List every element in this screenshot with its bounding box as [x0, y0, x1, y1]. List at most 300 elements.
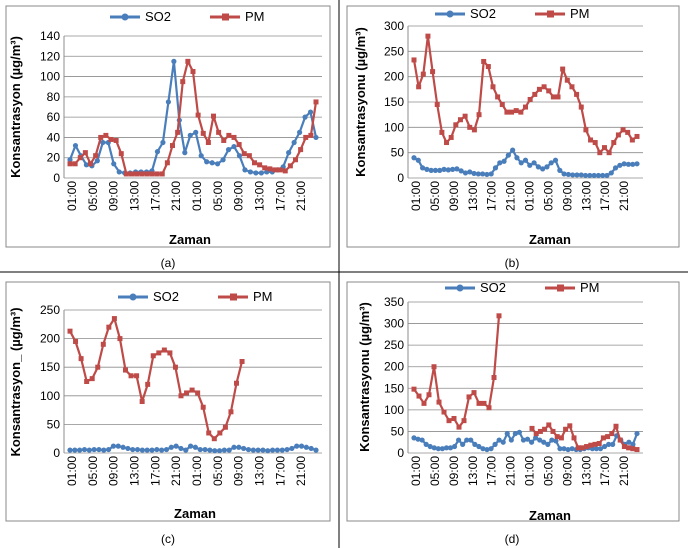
- data-point-pm: [559, 435, 564, 440]
- y-tick-label: 0: [53, 446, 60, 460]
- data-point-pm: [614, 424, 619, 429]
- x-tick-label: 21:00: [294, 456, 309, 487]
- x-tick-label: 21:00: [617, 456, 632, 487]
- data-point-pm: [201, 405, 206, 410]
- data-point-pm: [432, 364, 437, 369]
- data-point-so2: [553, 158, 558, 163]
- x-tick-label: 17:00: [598, 456, 613, 487]
- chart-panel-2: [347, 6, 679, 247]
- data-point-so2: [160, 140, 165, 145]
- data-point-pm: [175, 130, 180, 135]
- legend-marker-so2: [457, 285, 464, 292]
- data-point-pm: [518, 110, 523, 115]
- data-point-pm: [583, 127, 588, 132]
- data-point-pm: [597, 150, 602, 155]
- data-point-pm: [477, 401, 482, 406]
- x-tick-label: 05:00: [85, 181, 100, 212]
- data-point-so2: [501, 440, 506, 445]
- data-point-pm: [314, 99, 319, 104]
- data-point-so2: [610, 442, 615, 447]
- data-point-pm: [523, 105, 528, 110]
- data-point-so2: [207, 448, 212, 453]
- x-tick-label: 09:00: [446, 181, 461, 212]
- x-tick-label: 13:00: [579, 456, 594, 487]
- x-axis-title: Zaman: [169, 232, 211, 247]
- data-point-so2: [171, 59, 176, 64]
- data-point-so2: [125, 446, 130, 451]
- series-line-pm: [70, 319, 242, 439]
- x-tick-label: 05:00: [541, 181, 556, 212]
- data-point-so2: [154, 447, 159, 452]
- y-tick-label: 300: [383, 19, 404, 33]
- x-tick-label: 17:00: [273, 181, 288, 212]
- x-tick-label: 01:00: [65, 456, 79, 487]
- data-point-so2: [489, 171, 494, 176]
- x-tick-label: 13:00: [252, 456, 267, 487]
- data-point-so2: [292, 140, 297, 145]
- data-point-so2: [120, 445, 125, 450]
- data-point-pm: [144, 171, 149, 176]
- data-point-pm: [73, 161, 78, 166]
- data-point-pm: [504, 110, 509, 115]
- data-point-pm: [179, 393, 184, 398]
- chart-panel-4: [347, 280, 679, 523]
- data-point-pm: [98, 135, 103, 140]
- data-point-pm: [216, 130, 221, 135]
- data-point-pm: [112, 316, 117, 321]
- data-point-pm: [556, 94, 561, 99]
- y-tick-label: 150: [383, 95, 404, 109]
- data-point-pm: [73, 339, 78, 344]
- data-point-pm: [134, 171, 139, 176]
- panel-caption-b: (b): [504, 256, 520, 270]
- data-point-pm: [602, 145, 607, 150]
- data-point-pm: [240, 359, 245, 364]
- x-tick-label: 21:00: [503, 181, 518, 212]
- y-tick-label: 60: [46, 110, 60, 125]
- x-tick-label: 17:00: [148, 181, 163, 212]
- data-point-pm: [437, 400, 442, 405]
- data-point-pm: [165, 160, 170, 165]
- data-point-pm: [103, 133, 108, 138]
- data-point-pm: [273, 167, 278, 172]
- data-point-pm: [579, 105, 584, 110]
- data-point-so2: [529, 440, 534, 445]
- x-tick-label: 13:00: [127, 181, 142, 212]
- data-point-pm: [119, 151, 124, 156]
- data-point-pm: [228, 409, 233, 414]
- data-point-so2: [299, 444, 304, 449]
- data-point-so2: [101, 448, 106, 453]
- x-tick-label: 21:00: [503, 456, 518, 487]
- data-point-so2: [259, 170, 264, 175]
- x-tick-label: 21:00: [169, 181, 184, 212]
- data-point-pm: [173, 365, 178, 370]
- x-tick-label: 09:00: [231, 456, 246, 487]
- data-point-so2: [237, 153, 242, 158]
- data-point-pm: [206, 430, 211, 435]
- x-tick-label: 09:00: [106, 181, 121, 212]
- data-point-so2: [270, 448, 275, 453]
- data-point-so2: [215, 161, 220, 166]
- x-tick-label: 05:00: [85, 456, 100, 487]
- data-point-pm: [514, 108, 519, 113]
- data-point-pm: [442, 410, 447, 415]
- data-point-pm: [467, 125, 472, 130]
- data-point-so2: [304, 445, 309, 450]
- data-point-pm: [242, 151, 247, 156]
- data-point-pm: [293, 157, 298, 162]
- data-point-pm: [298, 147, 303, 152]
- y-tick-label: 150: [39, 360, 60, 375]
- data-point-so2: [308, 109, 313, 114]
- data-point-so2: [193, 445, 198, 450]
- data-point-pm: [472, 390, 477, 395]
- data-point-pm: [439, 130, 444, 135]
- data-point-so2: [72, 448, 77, 453]
- data-point-pm: [68, 161, 73, 166]
- x-tick-label: 01:00: [409, 181, 423, 212]
- data-point-so2: [280, 448, 285, 453]
- data-point-pm: [607, 150, 612, 155]
- data-point-so2: [265, 448, 270, 453]
- data-point-pm: [79, 356, 84, 361]
- data-point-pm: [191, 69, 196, 74]
- data-point-pm: [630, 138, 635, 143]
- y-tick-label: 0: [397, 446, 404, 460]
- x-axis-title: Zaman: [174, 506, 216, 521]
- data-point-pm: [463, 114, 468, 119]
- x-tick-label: 01:00: [522, 181, 537, 212]
- data-point-so2: [309, 446, 314, 451]
- x-tick-label: 17:00: [148, 456, 163, 487]
- data-point-pm: [129, 171, 134, 176]
- data-point-so2: [210, 160, 215, 165]
- data-point-so2: [313, 448, 318, 453]
- y-tick-label: 250: [383, 44, 404, 59]
- data-point-so2: [155, 149, 160, 154]
- y-axis-title: Konsantrasyon_ (µg/m³): [8, 307, 23, 457]
- data-point-so2: [116, 444, 121, 449]
- data-point-pm: [83, 150, 88, 155]
- data-point-pm: [497, 313, 502, 318]
- data-point-so2: [510, 148, 515, 153]
- data-point-pm: [635, 447, 640, 452]
- legend-marker-pm: [557, 285, 564, 292]
- data-point-so2: [468, 437, 473, 442]
- data-point-pm: [283, 168, 288, 173]
- data-point-so2: [117, 169, 122, 174]
- x-tick-label: 17:00: [273, 456, 288, 487]
- y-axis-title: Konsantrasyonu (µg/m³): [353, 27, 368, 177]
- legend-label-so2: SO2: [470, 6, 497, 21]
- data-point-so2: [493, 165, 498, 170]
- data-point-so2: [275, 448, 280, 453]
- data-point-pm: [546, 88, 551, 93]
- data-point-pm: [93, 153, 98, 158]
- legend-marker-so2: [447, 11, 454, 18]
- data-point-so2: [460, 442, 465, 447]
- data-point-so2: [544, 164, 549, 169]
- data-point-pm: [618, 438, 623, 443]
- x-tick-label: 05:00: [541, 456, 556, 487]
- data-point-pm: [123, 368, 128, 373]
- data-point-pm: [569, 84, 574, 89]
- y-tick-label: 100: [39, 69, 60, 84]
- data-point-pm: [447, 418, 452, 423]
- legend: [110, 9, 265, 24]
- data-point-pm: [453, 122, 458, 127]
- data-point-pm: [593, 140, 598, 145]
- data-point-pm: [88, 161, 93, 166]
- data-point-pm: [477, 112, 482, 117]
- data-point-pm: [551, 429, 556, 434]
- data-point-pm: [211, 114, 216, 119]
- data-point-pm: [84, 379, 89, 384]
- legend-label-pm: PM: [580, 280, 600, 295]
- data-point-so2: [159, 448, 164, 453]
- y-tick-label: 20: [46, 150, 60, 165]
- data-point-so2: [212, 448, 217, 453]
- data-point-pm: [221, 138, 226, 143]
- data-point-pm: [185, 59, 190, 64]
- data-point-pm: [150, 171, 155, 176]
- data-point-so2: [302, 115, 307, 120]
- data-point-pm: [234, 381, 239, 386]
- legend: [435, 6, 590, 21]
- x-tick-label: 01:00: [65, 181, 79, 212]
- y-tick-label: 200: [383, 69, 404, 84]
- data-point-so2: [242, 167, 247, 172]
- data-point-pm: [247, 153, 252, 158]
- data-point-so2: [297, 130, 302, 135]
- legend-label-pm: PM: [570, 6, 590, 21]
- chart-panel-3: [6, 282, 330, 521]
- data-point-pm: [237, 142, 242, 147]
- data-point-pm: [223, 425, 228, 430]
- x-tick-label: 21:00: [169, 456, 184, 487]
- data-point-pm: [427, 392, 432, 397]
- data-point-so2: [193, 130, 198, 135]
- data-point-so2: [509, 437, 514, 442]
- data-point-so2: [492, 442, 497, 447]
- data-point-pm: [560, 67, 565, 72]
- data-point-pm: [101, 342, 106, 347]
- data-point-pm: [444, 140, 449, 145]
- data-point-so2: [135, 447, 140, 452]
- data-point-pm: [567, 423, 572, 428]
- chart-panel-1: [6, 6, 330, 247]
- data-point-so2: [226, 147, 231, 152]
- y-tick-label: 350: [383, 295, 404, 309]
- y-tick-label: 100: [383, 402, 404, 417]
- y-tick-label: 40: [46, 130, 60, 145]
- y-tick-label: 0: [397, 171, 404, 185]
- data-point-pm: [190, 388, 195, 393]
- data-point-so2: [188, 133, 193, 138]
- x-tick-label: 17:00: [484, 180, 499, 212]
- data-point-so2: [452, 444, 457, 449]
- data-point-so2: [204, 159, 209, 164]
- data-point-so2: [182, 150, 187, 155]
- data-point-pm: [226, 133, 231, 138]
- data-point-so2: [183, 448, 188, 453]
- x-axis-title: Zaman: [529, 232, 571, 247]
- x-tick-label: 01:00: [522, 456, 537, 487]
- y-tick-label: 200: [383, 359, 404, 374]
- x-tick-label: 05:00: [427, 181, 442, 212]
- chart-panels: [6, 6, 679, 523]
- data-point-so2: [145, 448, 150, 453]
- data-point-pm: [114, 138, 119, 143]
- data-point-pm: [95, 365, 100, 370]
- data-point-pm: [532, 92, 537, 97]
- x-tick-label: 09:00: [446, 456, 461, 487]
- panel-caption-d: (d): [504, 532, 520, 546]
- x-tick-label: 13:00: [579, 181, 594, 212]
- data-point-pm: [145, 382, 150, 387]
- data-point-pm: [151, 353, 156, 358]
- data-point-so2: [505, 431, 510, 436]
- data-point-pm: [500, 102, 505, 107]
- x-tick-label: 13:00: [127, 456, 142, 487]
- data-point-so2: [198, 447, 203, 452]
- data-point-pm: [449, 135, 454, 140]
- x-tick-label: 13:00: [252, 181, 267, 212]
- legend-marker-pm: [230, 294, 237, 301]
- data-point-pm: [421, 72, 426, 77]
- data-point-so2: [227, 448, 232, 453]
- data-point-pm: [495, 94, 500, 99]
- x-tick-label: 01:00: [190, 456, 204, 487]
- data-point-so2: [164, 447, 169, 452]
- y-tick-label: 0: [53, 171, 60, 185]
- data-point-so2: [174, 444, 179, 449]
- y-tick-label: 140: [39, 29, 60, 43]
- data-point-pm: [303, 135, 308, 140]
- y-axis-title: Konsantrasyonu (µg/m³): [357, 302, 372, 452]
- data-point-so2: [531, 160, 536, 165]
- x-tick-label: 01:00: [409, 456, 423, 487]
- legend-marker-pm: [222, 14, 229, 21]
- data-point-pm: [486, 64, 491, 69]
- data-point-pm: [425, 34, 430, 39]
- data-point-pm: [109, 137, 114, 142]
- data-point-pm: [574, 92, 579, 97]
- data-point-pm: [134, 373, 139, 378]
- data-point-pm: [416, 84, 421, 89]
- data-point-pm: [472, 127, 477, 132]
- data-point-pm: [162, 348, 167, 353]
- data-point-pm: [452, 416, 457, 421]
- data-point-so2: [246, 447, 251, 452]
- data-point-so2: [67, 448, 72, 453]
- x-tick-label: 21:00: [617, 181, 632, 212]
- data-point-so2: [545, 442, 550, 447]
- data-point-pm: [217, 430, 222, 435]
- data-point-pm: [267, 166, 272, 171]
- data-point-so2: [217, 448, 222, 453]
- data-point-pm: [195, 390, 200, 395]
- x-tick-label: 21:00: [294, 181, 309, 212]
- data-point-so2: [289, 446, 294, 451]
- data-point-so2: [169, 445, 174, 450]
- data-point-pm: [196, 113, 201, 118]
- data-point-pm: [490, 84, 495, 89]
- data-point-so2: [294, 444, 299, 449]
- data-point-so2: [251, 448, 256, 453]
- data-point-so2: [253, 170, 258, 175]
- data-point-so2: [166, 99, 171, 104]
- data-point-so2: [82, 447, 87, 452]
- y-tick-label: 50: [46, 417, 60, 432]
- data-point-pm: [278, 167, 283, 172]
- x-tick-label: 09:00: [231, 181, 246, 212]
- data-point-pm: [430, 69, 435, 74]
- legend: [118, 289, 273, 304]
- data-point-so2: [87, 448, 92, 453]
- data-point-pm: [482, 401, 487, 406]
- data-point-pm: [458, 117, 463, 122]
- data-point-pm: [492, 375, 497, 380]
- data-point-pm: [611, 140, 616, 145]
- legend-label-so2: SO2: [153, 289, 180, 304]
- data-point-pm: [124, 171, 129, 176]
- x-tick-label: 13:00: [465, 181, 480, 212]
- data-point-pm: [542, 84, 547, 89]
- data-point-so2: [260, 448, 265, 453]
- panel-caption-a: (a): [160, 256, 176, 270]
- data-point-so2: [514, 155, 519, 160]
- data-point-pm: [597, 441, 602, 446]
- data-point-so2: [92, 447, 97, 452]
- x-tick-label: 09:00: [560, 456, 575, 487]
- x-axis-title: Zaman: [529, 508, 571, 523]
- x-tick-label: 05:00: [210, 181, 225, 212]
- data-point-so2: [130, 447, 135, 452]
- data-point-pm: [129, 373, 134, 378]
- x-tick-label: 17:00: [598, 181, 613, 212]
- data-point-pm: [487, 405, 492, 410]
- panel-caption-c: (c): [161, 532, 175, 546]
- data-point-pm: [621, 127, 626, 132]
- x-tick-label: 17:00: [484, 455, 499, 487]
- data-point-pm: [167, 350, 172, 355]
- data-point-so2: [149, 448, 154, 453]
- data-point-so2: [231, 144, 236, 149]
- legend-label-pm: PM: [253, 289, 273, 304]
- data-point-pm: [78, 155, 83, 160]
- data-point-pm: [412, 387, 417, 392]
- legend-label-so2: SO2: [145, 9, 172, 24]
- data-point-pm: [565, 78, 570, 83]
- y-tick-label: 50: [390, 424, 404, 439]
- x-tick-label: 05:00: [210, 456, 225, 487]
- data-point-pm: [530, 426, 535, 431]
- data-point-so2: [73, 143, 78, 148]
- data-point-pm: [417, 394, 422, 399]
- data-point-pm: [462, 418, 467, 423]
- data-point-pm: [481, 59, 486, 64]
- data-point-so2: [557, 168, 562, 173]
- legend-marker-so2: [122, 14, 129, 21]
- data-point-pm: [635, 134, 640, 139]
- data-point-pm: [412, 57, 417, 62]
- y-tick-label: 80: [46, 89, 60, 104]
- data-point-pm: [160, 171, 165, 176]
- data-point-so2: [609, 170, 614, 175]
- data-point-so2: [517, 430, 522, 435]
